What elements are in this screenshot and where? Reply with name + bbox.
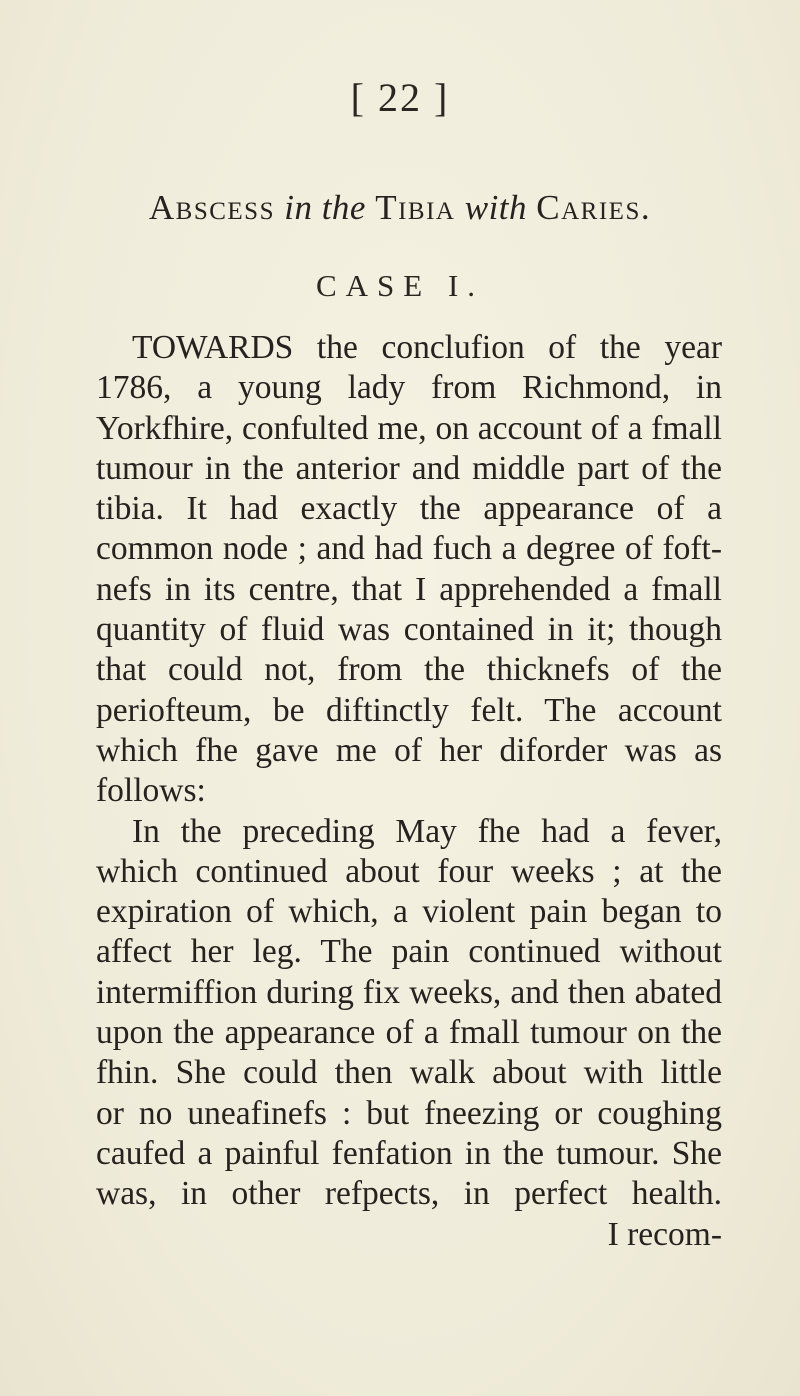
text-line: caufed a painful fenfation in the tumour. She [96,1134,722,1172]
text-line: or no uneafinefs : but fneezing or coughing [96,1094,722,1132]
text-line: follows: [96,772,206,810]
text-line: upon the appearance of a fmall tumour on the [96,1014,722,1052]
heading-word-with: with [464,188,528,227]
page-number: [ 22 ] [350,75,450,120]
text-line: quantity of fluid was contained in it; though [96,611,722,649]
text-line: that could not, from the thicknefs of the [96,651,722,689]
text-line: fhin. She could then walk about with little [96,1054,722,1092]
text-line: common node ; and had fuch a degree of foft- [96,530,722,568]
text-line: tibia. It had exactly the appearance of a [96,490,722,528]
text-line: which fhe gave me of her diforder was as [96,731,722,769]
text-line: was, in other refpects, in perfect health. [96,1175,722,1213]
heading-word-caries: Caries. [536,188,652,227]
text-line: TOWARDS the conclufion of the year [132,329,722,366]
text-line: periofteum, be diftinctly felt. The account [96,691,722,729]
text-line: 1786, a young lady from Richmond, in [96,369,722,407]
text-line: tumour in the anterior and middle part of the [96,449,722,487]
text-line: which continued about four weeks ; at the [96,852,722,890]
case-label: CASE I. [315,268,485,303]
text-line: affect her leg. The pain continued without [96,933,722,971]
text-line: Yorkfhire, confulted me, on account of a fmall [96,409,722,447]
text-line: nefs in its centre, that I apprehended a fmall [96,570,722,608]
text-line: intermiffion during fix weeks, and then abated [96,973,722,1011]
heading-word-tibia: Tibia [375,188,456,227]
text-line: expiration of which, a violent pain began to [96,893,722,931]
section-heading [0,188,800,228]
heading-word-abscess: Abscess [148,188,275,227]
catchword: I recom- [607,1215,722,1253]
body-text [96,328,722,1255]
text-line: In the preceding May fhe had a fever, [132,812,722,850]
heading-word-in-the: in the [284,188,366,227]
